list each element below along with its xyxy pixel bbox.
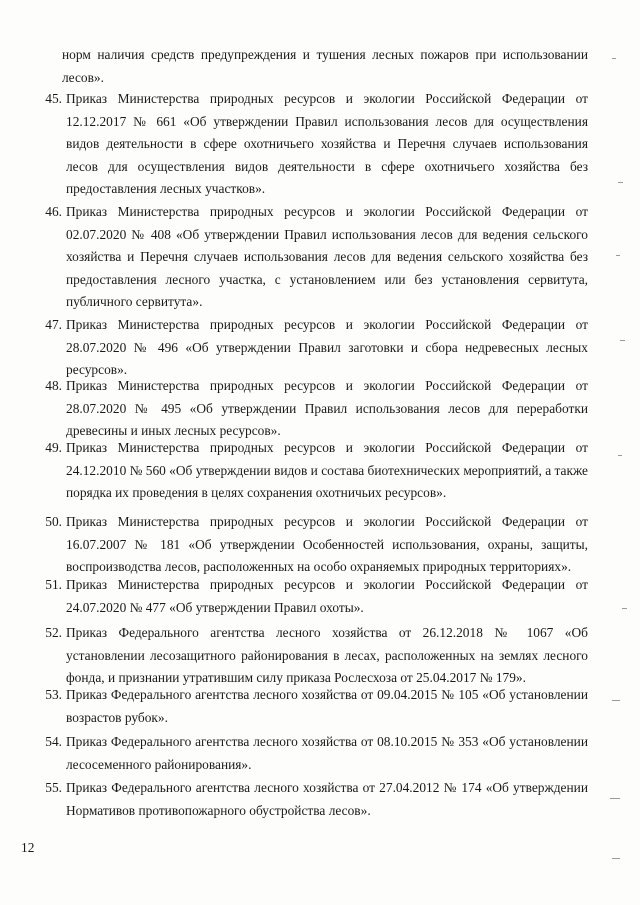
list-item-text: Приказ Федерального агентства лесного хозяйства от 09.04.2015 № 105 «Об установлении возрастов рубок». [66, 687, 588, 725]
list-item-54 [28, 731, 588, 776]
list-item-text: Приказ Федерального агентства лесного хозяйства от 08.10.2015 № 353 «Об установлении лесосеменного районирования». [66, 734, 588, 772]
list-item-number: 55. [45, 780, 62, 795]
scan-artifact [616, 255, 620, 256]
list-item-number: 46. [45, 204, 62, 219]
list-item-51 [28, 574, 588, 619]
list-item-number: 52. [45, 625, 62, 640]
scan-artifact [618, 182, 623, 183]
scan-artifact [612, 58, 616, 59]
list-item-52 [28, 622, 588, 690]
list-item-number: 49. [45, 440, 62, 455]
list-item-text: Приказ Министерства природных ресурсов и экологии Российской Федерации от 24.07.2020 № 477 «Об утверждении Правил охоты». [66, 577, 588, 615]
list-item-text: Приказ Министерства природных ресурсов и экологии Российской Федерации от 16.07.2007 № 181 «Об утверждении Особенностей использования, охраны, защиты, воспроизводства лесов, расположенных на особо охраняемых природных территориях». [66, 514, 588, 574]
list-item-text: Приказ Федерального агентства лесного хозяйства от 27.04.2012 № 174 «Об утверждении Нормативов противопожарного обустройства лесов». [66, 780, 588, 818]
list-item-number: 47. [45, 317, 62, 332]
scan-artifact [622, 608, 627, 609]
list-item-text: Приказ Министерства природных ресурсов и экологии Российской Федерации от 24.12.2010 № 560 «Об утверждении видов и состава биотехнических мероприятий, а также порядка их проведения в целях сохранения охотничьих ресурсов». [66, 440, 588, 500]
list-item-number: 53. [45, 687, 62, 702]
list-item-50 [28, 511, 588, 579]
scan-artifact [612, 858, 620, 859]
continuation-paragraph: норм наличия средств предупреждения и тушения лесных пожаров при использовании лесов». [62, 47, 588, 85]
list-item-47 [28, 314, 588, 382]
list-item-number: 45. [45, 91, 62, 106]
list-item-53 [28, 684, 588, 729]
list-item-48 [28, 375, 588, 443]
list-item-number: 54. [45, 734, 62, 749]
list-item-text: Приказ Министерства природных ресурсов и экологии Российской Федерации от 02.07.2020 № 408 «Об утверждении Правил использования лесов для ведения сельского хозяйства и Перечня случаев использования лесов для ведения сельского хозяйства без предоставления лесного участка, с установлением или без установления сервитута, публичного сервитута». [66, 204, 588, 309]
list-item-46 [28, 201, 588, 314]
scan-artifact [610, 798, 620, 799]
scan-artifact [620, 340, 625, 341]
list-item-number: 50. [45, 514, 62, 529]
page-number: 12 [21, 840, 35, 855]
list-item-text: Приказ Министерства природных ресурсов и экологии Российской Федерации от 12.12.2017 № 661 «Об утверждении Правил использования лесов для осуществления видов деятельности в сфере охотничьего хозяйства и Перечня случаев использования лесов для осуществления видов деятельности в сфере охотничьего хозяйства без предоставления лесных участков». [66, 91, 588, 196]
list-item-number: 51. [45, 577, 62, 592]
list-item-number: 48. [45, 378, 62, 393]
list-item-text: Приказ Министерства природных ресурсов и экологии Российской Федерации от 28.07.2020 № 496 «Об утверждении Правил заготовки и сбора недревесных лесных ресурсов». [66, 317, 588, 377]
list-item-49 [28, 437, 588, 505]
scan-artifact [612, 700, 620, 701]
list-item-text: Приказ Федерального агентства лесного хозяйства от 26.12.2018 № 1067 «Об установлении лесозащитного районирования в лесах, расположенных на землях лесного фонда, и признании утратившим силу приказа Рослесхоза от 25.04.2017 № 179». [66, 625, 588, 685]
list-item-55 [28, 777, 588, 822]
list-item-45 [28, 88, 588, 201]
scan-artifact [618, 455, 622, 456]
list-item-text: Приказ Министерства природных ресурсов и экологии Российской Федерации от 28.07.2020 № 495 «Об утверждении Правил использования лесов для переработки древесины и иных лесных ресурсов». [66, 378, 588, 438]
